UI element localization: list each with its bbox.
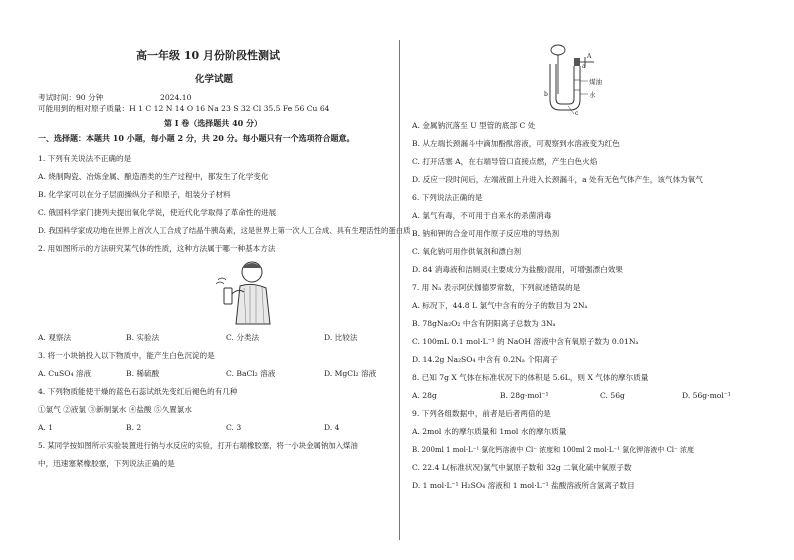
atomic-mass-note: 可能用到的相对原子质量：H 1 C 12 N 14 O 16 Na 23 S 32 Cl 35.5 Fe 56 Cu 64	[38, 104, 330, 113]
q7-option-d: D. 14.2g Na₂SO₄ 中含有 0.2Nₐ 个阳离子	[412, 355, 558, 364]
fig-label-c: c	[575, 110, 579, 116]
q5-option-c: C. 打开活塞 A，在右端导管口直接点燃，产生白色火焰	[412, 157, 598, 166]
fig-label-oil: 煤油	[589, 78, 602, 86]
q3-option-c: C. BaCl₂ 溶液	[226, 369, 276, 378]
exam-time: 考试时间：90 分钟	[38, 93, 104, 102]
q4-option-b: B. 2	[126, 423, 142, 432]
smelling-gas-figure	[210, 258, 280, 328]
q2-option-c: C. 分类法	[226, 333, 260, 342]
q4-options	[38, 423, 388, 433]
fig-label-b: b	[544, 91, 548, 98]
q5-option-b: B. 从左端长颈漏斗中滴加酚酞溶液，可观察到水溶液变为红色	[412, 139, 620, 148]
q4-option-a: A. 1	[38, 423, 54, 432]
column-divider	[399, 40, 400, 540]
fig-label-a: a	[582, 63, 586, 70]
q9-option-a: A. 2mol 水的摩尔质量和 1mol 水的摩尔质量	[412, 427, 567, 436]
q3-options	[38, 369, 388, 379]
q1-option-a: A. 烧制陶瓷、冶炼金属、酿造酒类的生产过程中，都发生了化学变化	[38, 172, 269, 181]
q6-option-a: A. 氯气有毒，不可用于自来水的杀菌消毒	[412, 211, 552, 220]
q9-option-d: D. 1 mol·L⁻¹ H₂SO₄ 溶液和 1 mol·L⁻¹ 盐酸溶液所含氢离子数目	[412, 481, 635, 490]
q5-stem-line1: 5. 某同学按如图所示实验装置进行钠与水反应的实验，打开右端橡胶塞，将一小块金属钠加入煤油	[38, 441, 358, 450]
subject-title: 化学试题	[195, 74, 234, 85]
q8-option-d: D. 56g·mol⁻¹	[682, 391, 731, 400]
q5-option-d: D. 反应一段时间后，左端液面上升进入长颈漏斗，a 处有无色气体产生，该气体为氧气	[412, 175, 703, 184]
exam-date: 2024.10	[160, 93, 192, 102]
q1-stem: 1. 下列有关说法不正确的是	[38, 154, 132, 163]
fig-label-water: 水	[589, 91, 596, 99]
q3-option-b: B. 稀硫酸	[126, 369, 160, 378]
q1-option-b: B. 化学家可以在分子层面操纵分子和原子，组装分子材料	[38, 190, 231, 199]
q1-option-d: D. 我国科学家成功地在世界上首次人工合成了结晶牛胰岛素，这是世界上第一次人工合成、具有生理活性的蛋白质	[38, 226, 411, 235]
q7-option-c: C. 100mL 0.1 mol·L⁻¹ 的 NaOH 溶液中含有氧原子数为 0.01Nₐ	[412, 337, 639, 346]
q8-options	[412, 391, 762, 401]
q8-stem: 8. 已知 7g X 气体在标准状况下的体积是 5.6L，则 X 气体的摩尔质量	[412, 373, 649, 382]
q1-option-c: C. 俄国科学家门捷列夫提出氧化学说，使近代化学取得了革命性的进展	[38, 208, 277, 217]
q4-stem: 4. 下列物质能使干燥的蓝色石蕊试纸先变红后褪色的有几种	[38, 387, 238, 396]
exam-title: 高一年级 10 月份阶段性测试	[136, 49, 280, 62]
q4-option-c: C. 3	[226, 423, 242, 432]
q4-option-d: D. 4	[324, 423, 340, 432]
fig-label-A: A	[587, 53, 592, 60]
q4-items: ①氯气 ②液氯 ③新制氯水 ④盐酸 ⑤久置氯水	[38, 405, 192, 414]
q6-option-b: B. 钠和钾的合金可用作原子反应堆的导热剂	[412, 229, 560, 238]
q5-option-a: A. 金属钠沉落至 U 型管的底部 C 处	[412, 121, 536, 130]
q5-stem-line2: 中，迅速塞紧橡胶塞，下列说法正确的是	[38, 459, 175, 468]
q6-option-d: D. 84 消毒液和洁厕灵(主要成分为盐酸)混用，可增强漂白效果	[412, 265, 623, 274]
q9-stem: 9. 下列各组数据中，前者是后者两倍的是	[412, 409, 551, 418]
q7-option-a: A. 标况下，44.8 L 氯气中含有的分子的数目为 2Nₐ	[412, 301, 588, 310]
q8-option-b: B. 28g·mol⁻¹	[500, 391, 549, 400]
q6-option-c: C. 氧化钠可用作供氧剂和漂白剂	[412, 247, 522, 256]
part1-heading: 第 I 卷（选择题共 40 分）	[164, 118, 263, 128]
q9-option-c: C. 22.4 L(标准状况)氯气中氯原子数和 32g 二氧化硫中氧原子数	[412, 463, 632, 472]
q2-option-d: D. 比较法	[324, 333, 358, 342]
u-tube-apparatus-figure	[540, 44, 630, 116]
q6-stem: 6. 下列说法正确的是	[412, 193, 483, 202]
q2-option-a: A. 观察法	[38, 333, 72, 342]
q2-options	[38, 333, 388, 343]
q3-option-a: A. CuSO₄ 溶液	[38, 369, 92, 378]
q7-stem: 7. 用 Nₐ 表示阿伏伽德罗常数，下列叙述错误的是	[412, 283, 581, 292]
q2-stem: 2. 用如图所示的方法研究某气体的性质，这种方法属于哪一种基本方法	[38, 244, 276, 253]
q3-stem: 3. 将一小块钠投入以下物质中，能产生白色沉淀的是	[38, 351, 215, 360]
q8-option-c: C. 56g	[600, 391, 625, 400]
section-instruction: 一、选择题：本题共 10 小题，每小题 2 分，共 20 分。每小题只有一个选项符合题意。	[38, 133, 355, 143]
q9-option-b: B. 200ml 1 mol·L⁻¹ 氯化钙溶液中 Cl⁻ 浓度和 100ml 2 mol·L⁻¹ 氯化钾溶液中 Cl⁻ 浓度	[412, 446, 694, 454]
q8-option-a: A. 28g	[412, 391, 437, 400]
q3-option-d: D. MgCl₂ 溶液	[324, 369, 377, 378]
q7-option-b: B. 78gNa₂O₂ 中含有阴阳离子总数为 3Nₐ	[412, 319, 556, 328]
q2-option-b: B. 实验法	[126, 333, 160, 342]
